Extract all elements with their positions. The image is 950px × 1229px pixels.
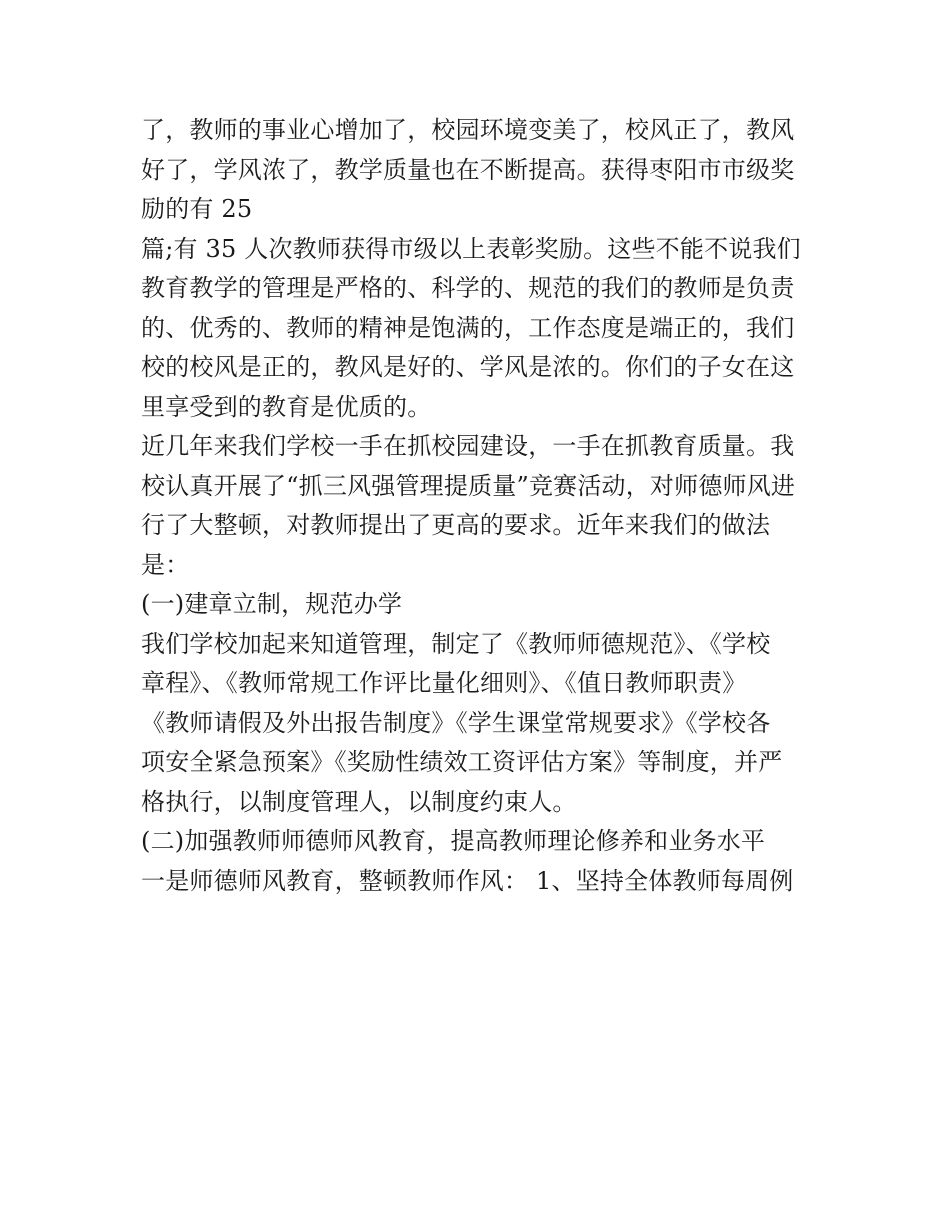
text-line: 近几年来我们学校一手在抓校园建设，一手在抓教育质量。我	[141, 432, 795, 460]
text-line: 格执行，以制度管理人，以制度约束人。	[141, 787, 577, 816]
text-line: 里享受到的教育是优质的。	[141, 392, 432, 421]
text-line: 了，教师的事业心增加了，校园环境变美了，校风正了，教风	[141, 116, 795, 144]
text-line: 励的有 25	[141, 195, 253, 223]
section-heading: (二)加强教师师德师风教育，提高教师理论修养和业务水平	[141, 827, 766, 855]
text-line: 一是师德师风教育，整顿教师作风： 1、坚持全体教师每周例	[141, 866, 794, 895]
text-line: 的、优秀的、教师的精神是饱满的，工作态度是端正的，我们	[141, 313, 795, 342]
text-line: 篇;有 35 人次教师获得市级以上表彰奖励。这些不能不说我们	[141, 234, 801, 263]
text-line: 项安全紧急预案》《奖励性绩效工资评估方案》等制度，并严	[141, 748, 783, 776]
text-line: 《教师请假及外出报告制度》《学生课堂常规要求》《学校各	[141, 708, 771, 737]
section-heading: (一)建章立制，规范办学	[141, 590, 403, 618]
text-line: 我们学校加起来知道管理，制定了《教师师德规范》、《学校	[141, 629, 771, 658]
text-line: 好了，学风浓了，教学质量也在不断提高。获得枣阳市市级奖	[141, 155, 795, 184]
text-line: 章程》、《教师常规工作评比量化细则》、《值日教师职责》	[141, 669, 747, 697]
document-body	[141, 111, 831, 901]
text-line: 是：	[141, 550, 190, 579]
text-line: 教育教学的管理是严格的、科学的、规范的我们的教师是负责	[141, 274, 795, 302]
text-line: 校认真开展了“抓三风强管理提质量”竞赛活动，对师德师风进	[141, 471, 796, 500]
text-line: 行了大整顿，对教师提出了更高的要求。近年来我们的做法	[141, 511, 771, 539]
text-line: 校的校风是正的，教风是好的、学风是浓的。你们的子女在这	[141, 353, 795, 381]
